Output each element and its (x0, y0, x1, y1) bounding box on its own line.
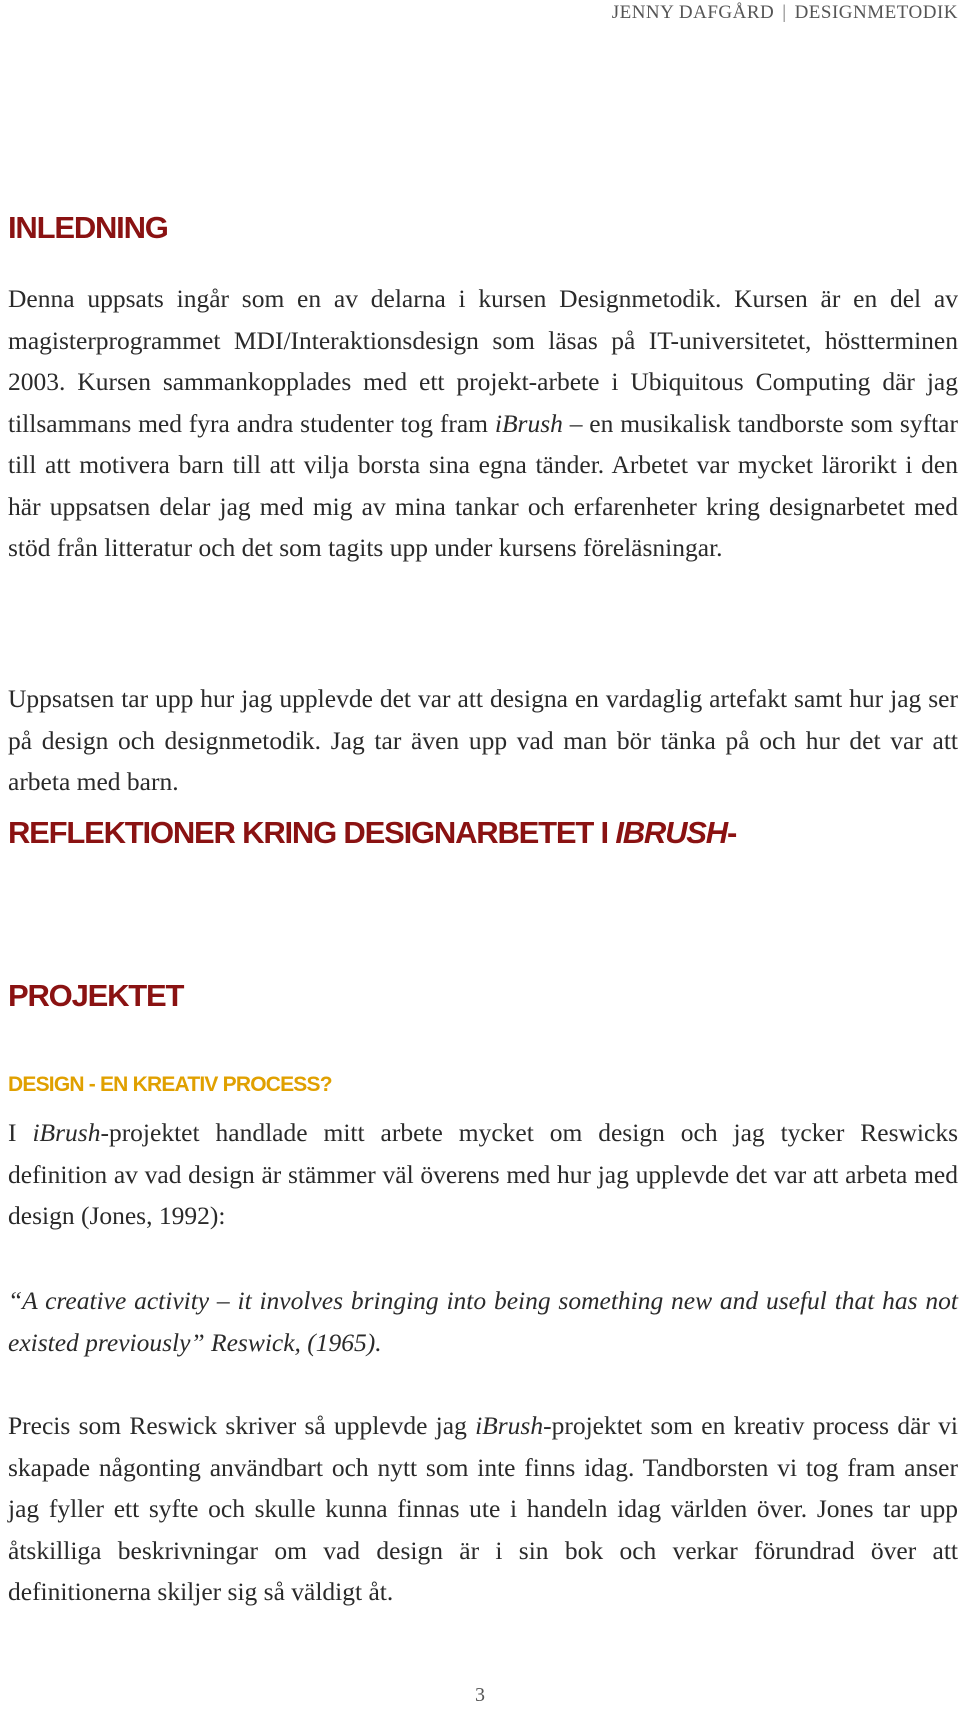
section-heading-reflektioner-line1 (8, 815, 736, 851)
reflektioner-heading-ibrush: IBRUSH (615, 815, 727, 850)
design-paragraph-2 (8, 1405, 958, 1613)
design-paragraph-2-ibrush: iBrush (475, 1411, 544, 1440)
intro-paragraph-2: Uppsatsen tar upp hur jag upplevde det var att designa en vardaglig artefakt samt hur jag ser på design och designmetodik. Jag tar även upp vad man bör tänka på och hur det var att arbeta med barn. (8, 684, 958, 796)
section-heading-reflektioner-line2: PROJEKTET (8, 978, 184, 1013)
intro-paragraph-1-text-a: Denna uppsats ingår som en av delarna i kursen Designmetodik. Kursen är en del av magisterprogrammet MDI/Interaktionsdesign som läsas på IT-universitetet, höstterminen 2003. Kursen sammankopplades med ett projekt-arbete i Ubiquitous Computing där jag tillsammans med fyra andra studenter tog fram (8, 284, 958, 438)
reflektioner-heading-text-a: REFLEKTIONER KRING DESIGNARBETET I (8, 815, 616, 850)
design-paragraph-1-text-a: I (8, 1118, 33, 1147)
design-paragraph-2-text-a: Precis som Reswick skriver så upplevde jag (8, 1411, 476, 1440)
reflektioner-heading-text-b: - (726, 815, 737, 850)
header-course: DESIGNMETODIK (794, 2, 958, 23)
header-separator: | (782, 2, 787, 23)
page-number: 3 (475, 1684, 485, 1706)
intro-paragraph-1-ibrush: iBrush (494, 408, 563, 438)
header-author: JENNY DAFGÅRD (611, 2, 775, 23)
design-paragraph-1-ibrush: iBrush (32, 1118, 101, 1147)
reswick-quote: “A creative activity – it involves bringing into being something new and useful that has not existed previously” Reswick, (1965). (8, 1286, 958, 1357)
design-paragraph-2-text-b: -projektet som en kreativ process där vi skapade någonting användbart och nytt som inte finns idag. Tandborsten vi tog fram anser jag fyller ett syfte och skulle kunna finnas ute i handeln idag världen över. Jones tar upp åtskilliga beskrivningar om vad design är i sin bok och verkar förundrad över att definitionerna skiljer sig så väldigt åt. (8, 1411, 958, 1606)
intro-paragraph-1-text-b: – en musikalisk tandborste som syftar till att motivera barn till att vilja borsta sina egna tänder. Arbetet var mycket lärorikt i den här uppsatsen delar jag med mig av mina tankar och erfarenheter kring designarbetet med stöd från litteratur och det som tagits upp under kursens föreläsningar. (8, 408, 958, 562)
running-header (612, 2, 958, 24)
intro-paragraph-1 (8, 278, 958, 569)
section-heading-inledning: INLEDNING (8, 210, 168, 245)
design-paragraph-1 (8, 1112, 958, 1237)
design-paragraph-1-text-b: -projektet handlade mitt arbete mycket om design och jag tycker Reswicks definition av vad design är stämmer väl överens med hur jag upplevde det var att arbeta med design (Jones, 1992): (8, 1118, 958, 1230)
subsection-heading-design: DESIGN - EN KREATIV PROCESS? (8, 1073, 332, 1096)
